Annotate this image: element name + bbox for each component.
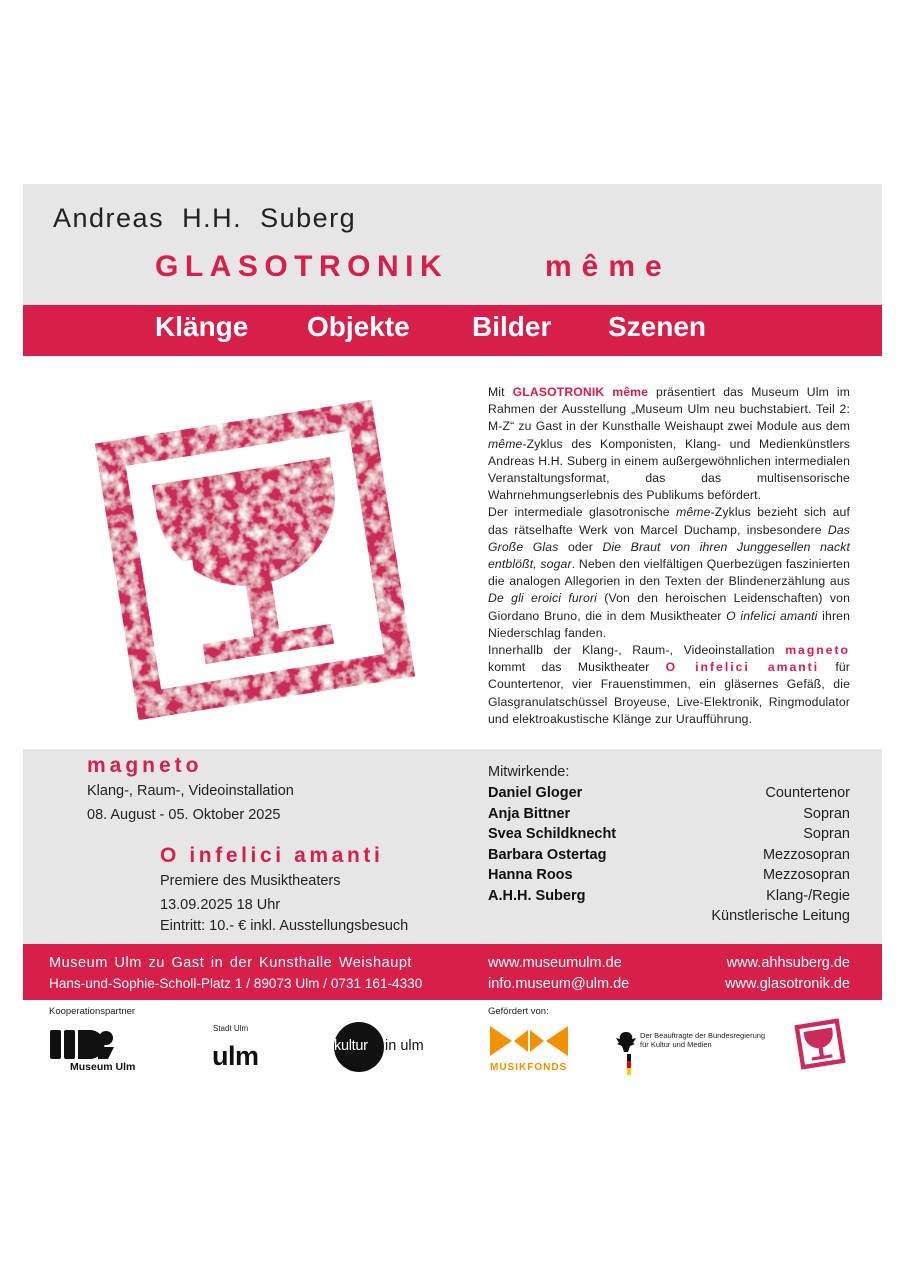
category-objekte: Objekte bbox=[307, 311, 410, 342]
cast-heading: Mitwirkende: bbox=[488, 764, 570, 780]
coop-label: Kooperationspartner bbox=[49, 1006, 136, 1017]
bkm-text: Der Beauftragte der Bundesregierung für Kultur und Medien bbox=[640, 1031, 766, 1049]
category-klaenge: Klänge bbox=[155, 311, 249, 342]
ulm-logo: ulm bbox=[212, 1041, 259, 1071]
magneto-title: magneto bbox=[87, 754, 203, 777]
cast-row: Barbara Ostertag Mezzosopran bbox=[488, 846, 850, 863]
funded-label: Gefördert von: bbox=[488, 1006, 549, 1017]
magneto-dates: 08. August - 05. Oktober 2025 bbox=[87, 807, 281, 823]
cast-extra-role: Künstlerische Leitung bbox=[711, 908, 850, 924]
museum-ulm-logo-icon bbox=[50, 1030, 120, 1060]
cast-list bbox=[488, 785, 850, 909]
magneto-subtitle: Klang-, Raum-, Videoinstallation bbox=[87, 783, 294, 799]
musikfonds-logo-icon bbox=[490, 1024, 570, 1058]
stadt-ulm-label: Stadt Ulm bbox=[213, 1024, 249, 1033]
link-glasotronik[interactable]: www.glasotronik.de bbox=[725, 976, 850, 992]
categories-band bbox=[23, 305, 882, 356]
intro-text bbox=[488, 384, 850, 728]
category-bilder: Bilder bbox=[472, 311, 552, 342]
footer-address: Hans-und-Sophie-Scholl-Platz 1 / 89073 Ulm / 0731 161-4330 bbox=[49, 976, 423, 991]
kultur-logo-right: in ulm bbox=[385, 1038, 424, 1054]
footer-venue: Museum Ulm zu Gast in der Kunsthalle Weishaupt bbox=[49, 955, 413, 971]
link-museumulm[interactable]: www.museumulm.de bbox=[488, 955, 622, 971]
kultur-logo-left: kultur bbox=[334, 1038, 368, 1054]
cast-row: Hanna Roos Mezzosopran bbox=[488, 867, 850, 884]
category-szenen: Szenen bbox=[608, 311, 707, 342]
museum-ulm-logo-text: Museum Ulm bbox=[70, 1061, 136, 1073]
link-mail-museum[interactable]: info.museum@ulm.de bbox=[488, 976, 630, 992]
musikfonds-logo-text: MUSIKFONDS bbox=[490, 1062, 568, 1073]
title-meme: même bbox=[545, 250, 672, 283]
infelici-entry: Eintritt: 10.- € inkl. Ausstellungsbesuch bbox=[160, 918, 409, 934]
cast-row: A.H.H. Suberg Klang-/Regie bbox=[488, 887, 850, 904]
cast-row: Anja Bittner Sopran bbox=[488, 805, 850, 822]
glass-stamp-small-icon bbox=[792, 1016, 848, 1072]
glass-stamp-artwork bbox=[80, 385, 430, 735]
title-glasotronik: GLASOTRONIK bbox=[155, 250, 449, 283]
infelici-subtitle: Premiere des Musiktheaters bbox=[160, 873, 341, 889]
paragraph-3: Innerhallb der Klang-, Raum-, Videoinstallation magneto kommt das Musiktheater O infelici amanti für Countertenor, vier Frauenstimmen, ein gläsernes Gefäß, die Glasgranulatschüssel Broyeuse, Live-Elektronik, Ringmodulator und elektroakustische Klänge zur Uraufführung. bbox=[488, 643, 851, 726]
cast-row: Svea Schildknecht Sopran bbox=[488, 826, 850, 843]
federal-eagle-icon bbox=[615, 1030, 637, 1076]
paragraph-2: Der intermediale glasotronische même-Zyklus bezieht sich auf das rätselhafte Werk von Marcel Duchamp, insbesondere Das Große Glas oder Die Braut von ihren Junggesellen nackt entblößt, sogar. Neben den vielfältigen Querbezügen faszinierten die analogen Allegorien in den Texten der Blindenerzählung aus De gli eroici furori (Von den heroischen Leidenschaften) von Giordano Bruno, die in dem Musiktheater O infelici amanti ihren Niederschlag fanden. bbox=[488, 505, 851, 640]
cast-row: Daniel Gloger Countertenor bbox=[488, 785, 850, 801]
link-ahhsuberg[interactable]: www.ahhsuberg.de bbox=[726, 955, 850, 971]
infelici-title: O infelici amanti bbox=[160, 844, 384, 867]
paragraph-1: Mit GLASOTRONIK même präsentiert das Museum Ulm im Rahmen der Ausstellung „Museum Ulm neu buchstabiert. Teil 2: M-Z“ zu Gast in der Kunsthalle Weishaupt zwei Module aus dem même-Zyklus des Komponisten, Klang- und Medienkünstlers Andreas H.H. Suberg in einem außergewöhnlichen intermedialen Veranstaltungsformat, das das multisensorische Wahrnehmungserlebnis des Publikums befördert. bbox=[488, 385, 851, 503]
infelici-date: 13.09.2025 18 Uhr bbox=[160, 897, 281, 913]
artist-name: Andreas H.H. Suberg bbox=[53, 203, 357, 233]
